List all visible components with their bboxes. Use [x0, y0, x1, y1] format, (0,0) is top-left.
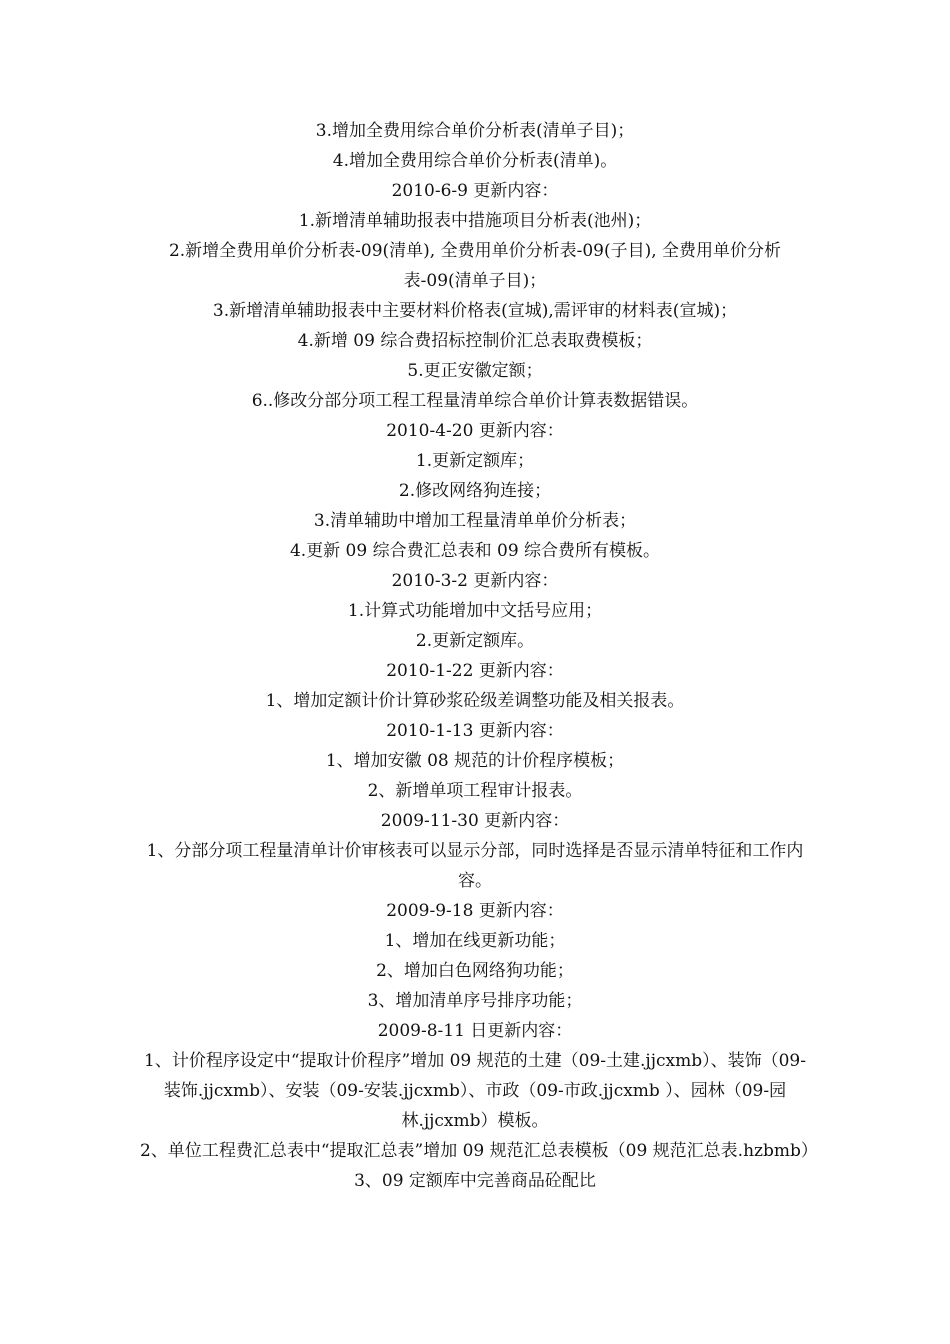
doc-line: 4.更新 09 综合费汇总表和 09 综合费所有模板。 [289, 541, 661, 561]
doc-line: 2、新增单项工程审计报表。 [367, 781, 583, 801]
doc-line: 2、单位工程费汇总表中“提取汇总表”增加 09 规范汇总表模板（09 规范汇总表.hzbmb） [140, 1141, 818, 1161]
doc-line: 2010-1-13 更新内容： [386, 721, 564, 741]
doc-line: 2010-3-2 更新内容： [391, 571, 559, 591]
doc-line: 2010-4-20 更新内容： [386, 421, 564, 441]
doc-line: 1、计价程序设定中“提取计价程序”增加 09 规范的土建（09-土建.jjcxmb）、装饰（09-装饰.jjcxmb）、安装（09-安装.jjcxmb）、市政（09-市政.jjcxmb ）、园林（09-园林.jjcxmb）模板。 [144, 1051, 806, 1131]
doc-line: 1.新增清单辅助报表中措施项目分析表(池州)； [298, 211, 652, 231]
doc-line: 2.新增全费用单价分析表-09(清单), 全费用单价分析表-09(子目), 全费用单价分析表-09(清单子目)； [168, 241, 782, 291]
doc-line: 2009-9-18 更新内容： [386, 901, 564, 921]
doc-line: 4.增加全费用综合单价分析表(清单)。 [332, 151, 618, 171]
doc-line: 3.增加全费用综合单价分析表(清单子目)； [315, 121, 635, 141]
doc-line: 1、增加定额计价计算砂浆砼级差调整功能及相关报表。 [265, 691, 685, 711]
doc-line: 1、增加安徽 08 规范的计价程序模板； [325, 751, 625, 771]
doc-line: 2、增加白色网络狗功能； [376, 961, 574, 981]
doc-line: 1、分部分项工程量清单计价审核表可以显示分部，同时选择是否显示清单特征和工作内容。 [146, 841, 804, 891]
doc-line: 3.清单辅助中增加工程量清单单价分析表； [313, 511, 637, 531]
doc-line: 3、09 定额库中完善商品砼配比 [354, 1171, 596, 1191]
doc-line: 2.修改网络狗连接； [398, 481, 552, 501]
doc-line: 2009-11-30 更新内容： [380, 811, 570, 831]
doc-line: 6..修改分部分项工程工程量清单综合单价计算表数据错误。 [251, 391, 699, 411]
doc-line: 1.计算式功能增加中文括号应用； [347, 601, 603, 621]
doc-line: 3、增加清单序号排序功能； [367, 991, 583, 1011]
doc-line: 1.更新定额库； [415, 451, 535, 471]
doc-line: 3.新增清单辅助报表中主要材料价格表(宣城),需评审的材料表(宣城)； [212, 301, 738, 321]
doc-line: 2010-1-22 更新内容： [386, 661, 564, 681]
document-body [140, 116, 818, 1196]
doc-line: 2010-6-9 更新内容： [391, 181, 559, 201]
doc-line: 5.更正安徽定额； [407, 361, 543, 381]
doc-line: 2009-8-11 日更新内容： [377, 1021, 573, 1041]
doc-line: 1、增加在线更新功能； [384, 931, 566, 951]
doc-line: 2.更新定额库。 [415, 631, 535, 651]
doc-line: 4.新增 09 综合费招标控制价汇总表取费模板； [297, 331, 653, 351]
